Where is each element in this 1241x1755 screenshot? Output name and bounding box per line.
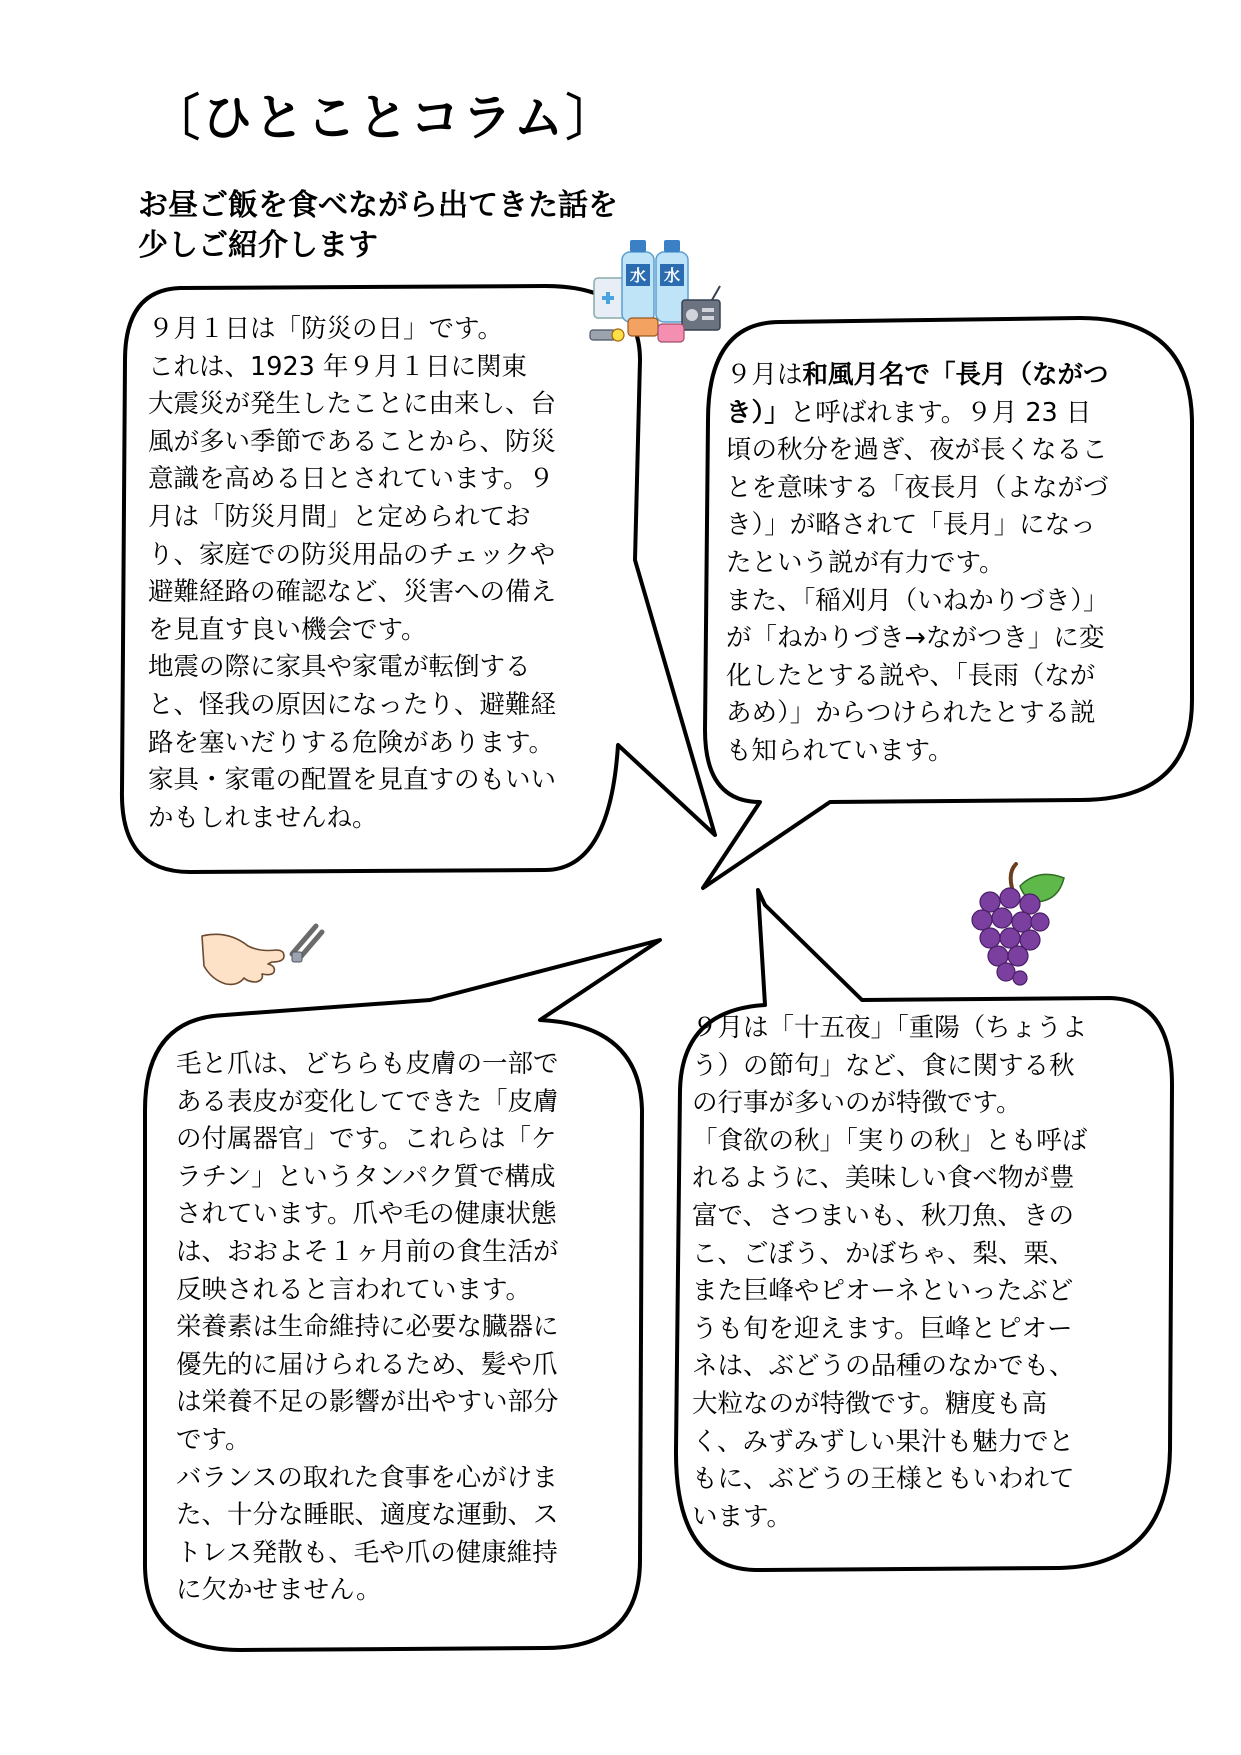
text-line: もに、ぶどうの王様ともいわれて xyxy=(692,1464,1075,1495)
text-line: た、十分な睡眠、適度な運動、ス xyxy=(176,1500,559,1531)
text-line: 月は「防災月間」と定められてお xyxy=(148,501,531,532)
text-line: バランスの取れた食事を心がけま xyxy=(176,1462,558,1493)
text-line: うも旬を迎えます。巨峰とピオー xyxy=(692,1313,1073,1344)
text-line: 化したとする説や、「長雨（なが xyxy=(726,660,1096,691)
bubble-autumn-text xyxy=(692,1010,1087,1536)
text-line: を見直す良い機会です。 xyxy=(148,614,427,645)
text-line: く、みずみずしい果汁も魅力でと xyxy=(692,1426,1074,1457)
text-line: に欠かせません。 xyxy=(176,1575,382,1606)
text-line: り、家庭での防災用品のチェックや xyxy=(148,539,556,570)
page-title: 〔ひとことコラム〕 xyxy=(150,89,618,147)
text-line xyxy=(726,357,1109,395)
text-line: 反映されると言われています。 xyxy=(176,1274,531,1305)
text-line: 路を塞いだりする危険があります。 xyxy=(148,727,554,758)
text-line: あめ）」からつけられたとする説 xyxy=(726,698,1096,729)
emergency-supplies-icon xyxy=(586,238,726,358)
text-line: 家具・家電の配置を見直すのもいい xyxy=(148,765,557,796)
water-label: 水 xyxy=(629,266,647,285)
water-label: 水 xyxy=(663,266,681,285)
text-line: です。 xyxy=(176,1424,251,1455)
text-line: います。 xyxy=(692,1501,792,1532)
text-line: れるように、美味しい食べ物が豊 xyxy=(692,1163,1075,1194)
text-line: トレス発散も、毛や爪の健康維持 xyxy=(176,1537,558,1568)
text-line: 栄養素は生命維持に必要な臓器に xyxy=(176,1312,559,1343)
text-line: ネは、ぶどうの品種のなかでも、 xyxy=(692,1351,1075,1382)
text-line: ある表皮が変化してできた「皮膚 xyxy=(176,1086,559,1117)
text-segment: と呼ばれます。９月 23 日 xyxy=(789,397,1092,428)
grapes-icon xyxy=(968,862,1076,994)
text-line: 頃の秋分を過ぎ、夜が長くなるこ xyxy=(726,435,1108,466)
text-line: は栄養不足の影響が出やすい部分 xyxy=(176,1387,559,1418)
text-segment-bold: き）」 xyxy=(726,397,790,428)
text-line: 避難経路の確認など、災害への備え xyxy=(148,577,557,608)
text-line: 富で、さつまいも、秋刀魚、きの xyxy=(692,1200,1074,1231)
text-line: ９月は「十五夜」「重陽（ちょうよ xyxy=(692,1013,1088,1043)
text-line: 風が多い季節であることから、防災 xyxy=(148,426,557,457)
text-segment-bold: 和風月名で「長月（ながつ xyxy=(802,360,1109,390)
text-line: 優先的に届けられるため、髪や爪 xyxy=(176,1349,558,1380)
text-line: かもしれませんね。 xyxy=(148,802,378,833)
text-segment: ９月は xyxy=(726,360,803,390)
text-line: 大粒なのが特徴です。糖度も高 xyxy=(692,1388,1047,1419)
text-line: たという説が有力です。 xyxy=(726,547,1005,578)
text-line: また、「稲刈月（いねかりづき）」 xyxy=(726,585,1109,616)
text-line: き）」が略されて「長月」になっ xyxy=(726,510,1096,541)
text-line: 毛と爪は、どちらも皮膚の一部で xyxy=(176,1049,559,1079)
text-line: 地震の際に家具や家電が転倒する xyxy=(148,652,531,683)
text-line: 意識を高める日とされています。９ xyxy=(148,464,554,495)
text-line: う）の節句」など、食に関する秋 xyxy=(692,1050,1075,1081)
text-line: ９月１日は「防災の日」です。 xyxy=(148,314,503,344)
text-line: されています。爪や毛の健康状態 xyxy=(176,1199,557,1230)
text-line: こ、ごぼう、かぼちゃ、梨、栗、 xyxy=(692,1238,1075,1269)
text-line xyxy=(726,395,1109,433)
subtitle-line: 少しご紹介します xyxy=(138,228,378,263)
bubble-nagatsuki-text xyxy=(726,357,1109,771)
text-line: 大震災が発生したことに由来し、台 xyxy=(148,389,557,420)
text-line: の行事が多いのが特徴です。 xyxy=(692,1088,1022,1119)
text-line: また巨峰やピオーネといったぶど xyxy=(692,1276,1074,1307)
text-line: これは、1923 年９月１日に関東 xyxy=(148,351,528,382)
text-line: は、おおよそ１ヶ月前の食生活が xyxy=(176,1236,559,1267)
subtitle-line: お昼ご飯を食べながら出てきた話を xyxy=(138,188,618,223)
text-line: が「ねかりづき→ながつき」に変 xyxy=(726,623,1105,654)
bubble-disaster-text xyxy=(148,311,556,837)
text-line: ラチン」というタンパク質で構成 xyxy=(176,1161,556,1192)
text-line: 「食欲の秋」「実りの秋」とも呼ば xyxy=(692,1125,1088,1156)
bubble-hair-nails-text xyxy=(176,1046,559,1610)
text-line: も知られています。 xyxy=(726,735,954,766)
text-line: とを意味する「夜長月（よながづ xyxy=(726,472,1109,503)
hand-nail-clipper-icon xyxy=(198,916,328,994)
text-line: と、怪我の原因になったり、避難経 xyxy=(148,689,557,720)
text-line: の付属器官」です。これらは「ケ xyxy=(176,1124,557,1155)
